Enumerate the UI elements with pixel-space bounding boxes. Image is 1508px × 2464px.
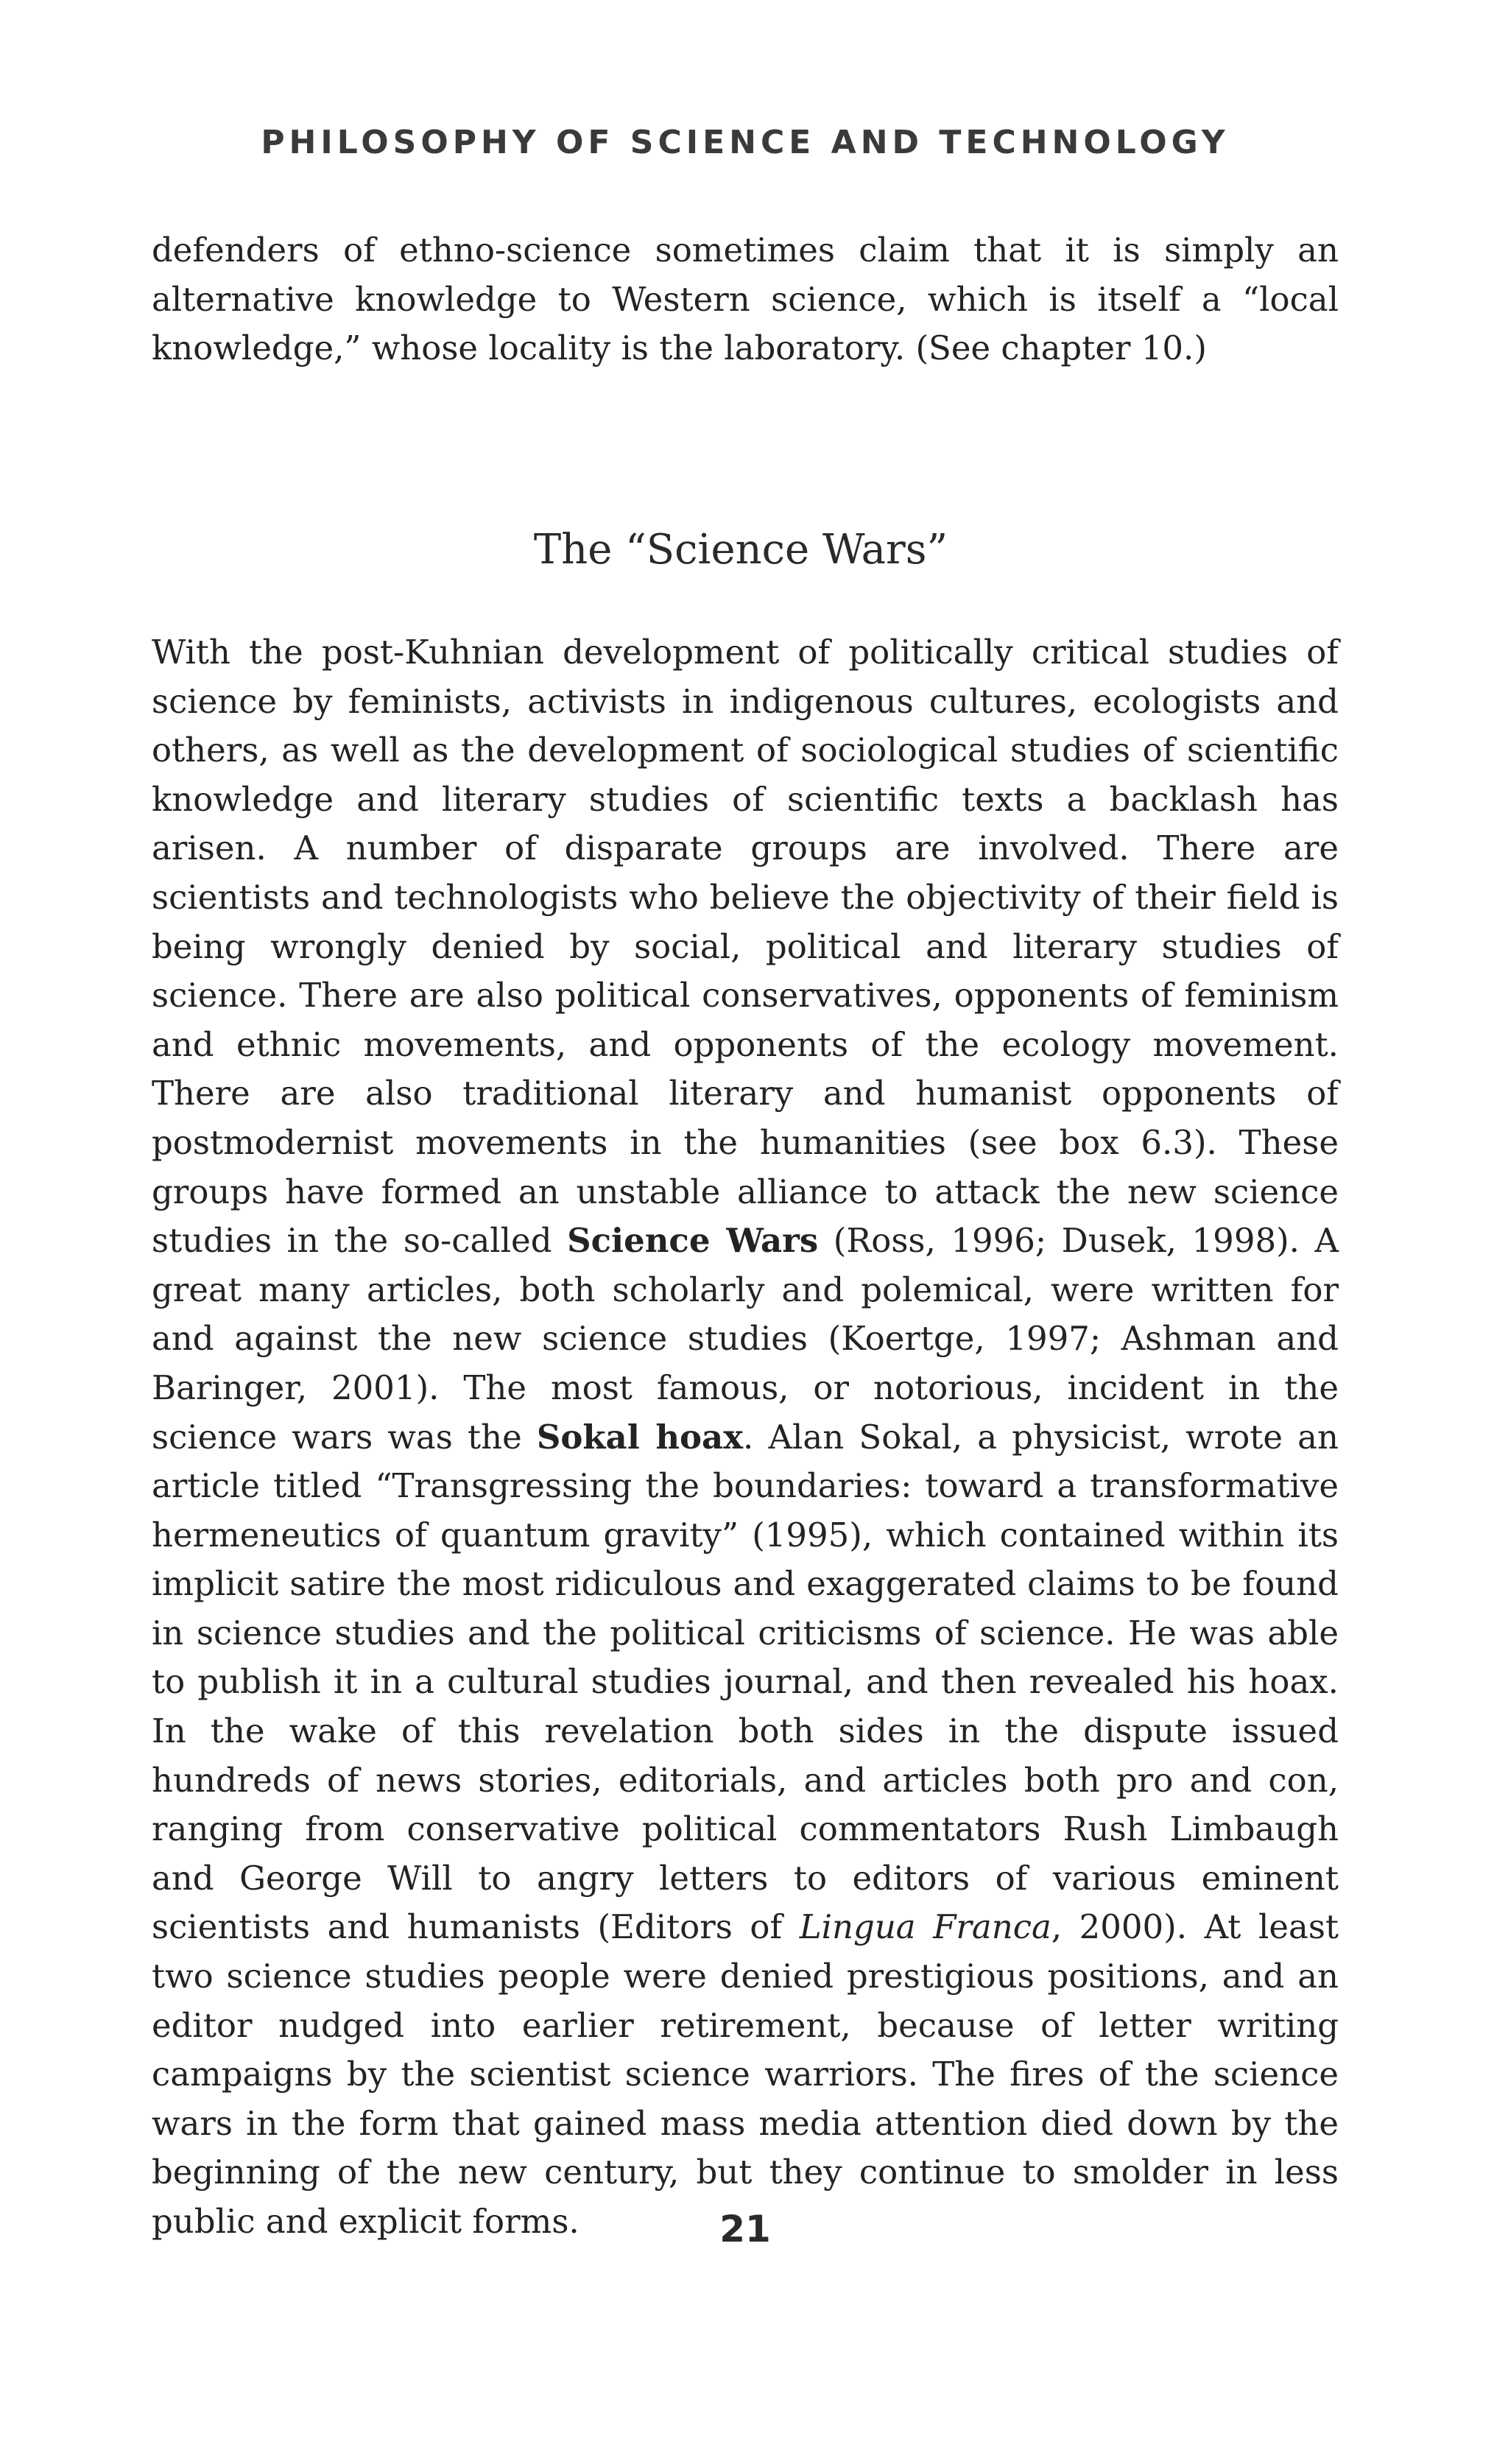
body-text-4: , 2000). At least two science studies people were denied prestigious positions, and an editor nudged into earlier retirement, because of letter writing campaigns by the scientist science warriors. The fires of the science wars in the form that gained mass media attention died down by the beginning of the new century, but they continue to smolder in less public and explicit forms. xyxy=(152,1907,1339,2241)
body-text-3: . Alan Sokal, a physicist, wrote an article titled “Transgressing the boundaries: toward a transformative hermeneutics of quantum gravity” (1995), which contained within its implicit satire the most ridiculous and exaggerated claims to be found in science studies and the political criticisms of science. He was able to publish it in a cultural studies journal, and then revealed his hoax. In the wake of this revelation both sides in the dispute issued hundreds of news stories, editorials, and articles both pro and con, ranging from conservative political commentators Rush Limbaugh and George Will to angry letters to editors of various eminent scientists and humanists (Editors of xyxy=(152,1417,1339,1947)
body-text-1: With the post-Kuhnian development of politically critical studies of science by feminists, activists in indigenous cultures, ecologists and others, as well as the development of sociological studies of scientific knowledge and literary studies of scientific texts a backlash has arisen. A number of disparate groups are involved. There are scientists and technologists who believe the objectivity of their field is being wrongly denied by social, political and literary studies of science. There are also political conservatives, opponents of feminism and ethnic movements, and opponents of the ecology movement. There are also traditional literary and humanist opponents of postmodernist movements in the humanities (see box 6.3). These groups have formed an unstable alliance to attack the new science studies in the so-called xyxy=(152,633,1339,1261)
term-sokal-hoax: Sokal hoax xyxy=(536,1417,744,1457)
body-text-2: (Ross, 1996; Dusek, 1998). A great many articles, both scholarly and polemical, were written for and against the new science studies (Koertge, 1997; Ashman and Baringer, 2001). The most famous, or notorious, incident in the science wars was the xyxy=(152,1221,1339,1457)
running-head: PHILOSOPHY OF SCIENCE AND TECHNOLOGY xyxy=(261,124,1230,161)
body-paragraph xyxy=(152,628,1339,2247)
section-title: The “Science Wars” xyxy=(533,526,948,574)
term-science-wars: Science Wars xyxy=(567,1221,819,1261)
page-number: 21 xyxy=(719,2208,771,2250)
intro-paragraph: defenders of ethno-science sometimes claim that it is simply an alternative knowledge to Western science, which is itself a “local knowledge,” whose locality is the laboratory. (See chapter 10.) xyxy=(152,230,1339,368)
journal-title: Lingua Franca xyxy=(799,1907,1051,1947)
